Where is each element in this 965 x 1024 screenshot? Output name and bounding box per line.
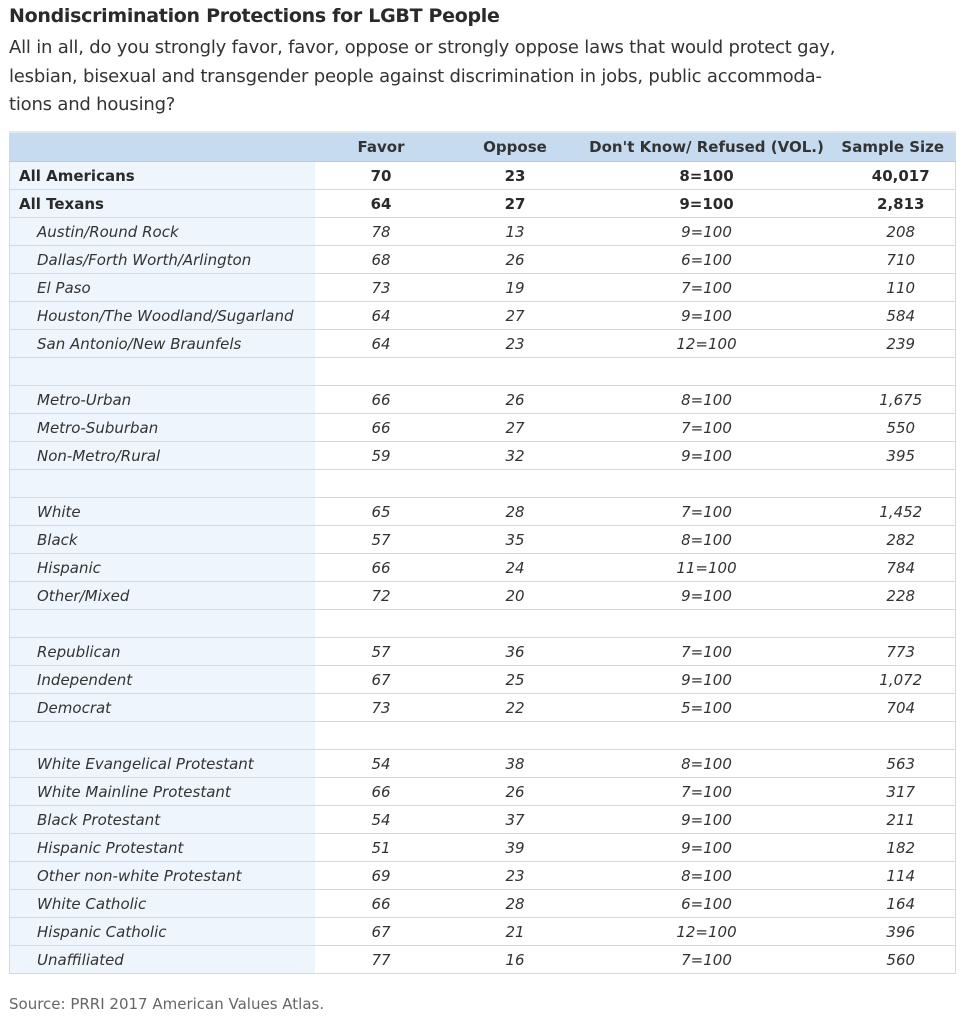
table-row	[10, 582, 956, 610]
results-table	[9, 131, 956, 974]
favor-value: 78	[315, 218, 448, 246]
oppose-value	[448, 358, 583, 386]
dont-know-value: 7=100	[583, 498, 831, 526]
dont-know-value	[583, 358, 831, 386]
table-row	[10, 806, 956, 834]
dont-know-value: 9=100	[583, 806, 831, 834]
header-sample-size: Sample Size	[831, 132, 956, 162]
favor-value	[315, 610, 448, 638]
oppose-value: 23	[448, 162, 583, 190]
dont-know-value: 6=100	[583, 246, 831, 274]
oppose-value: 25	[448, 666, 583, 694]
oppose-value: 24	[448, 554, 583, 582]
table-row	[10, 386, 956, 414]
sample-size-value: 40,017	[831, 162, 956, 190]
row-label	[10, 470, 315, 498]
oppose-value: 27	[448, 414, 583, 442]
oppose-value: 26	[448, 778, 583, 806]
sample-size-value: 1,452	[831, 498, 956, 526]
favor-value: 66	[315, 778, 448, 806]
dont-know-value: 8=100	[583, 750, 831, 778]
row-label: Hispanic Catholic	[10, 918, 315, 946]
oppose-value: 36	[448, 638, 583, 666]
row-label: Austin/Round Rock	[10, 218, 315, 246]
favor-value: 51	[315, 834, 448, 862]
table-row	[10, 890, 956, 918]
spacer-row	[10, 610, 956, 638]
oppose-value: 28	[448, 890, 583, 918]
oppose-value: 23	[448, 330, 583, 358]
sample-size-value: 550	[831, 414, 956, 442]
header-group	[10, 132, 315, 162]
question-line: All in all, do you strongly favor, favor, oppose or strongly oppose laws that would protect gay,	[9, 37, 836, 58]
oppose-value: 32	[448, 442, 583, 470]
dont-know-value	[583, 722, 831, 750]
favor-value: 73	[315, 274, 448, 302]
oppose-value: 26	[448, 386, 583, 414]
table-row	[10, 750, 956, 778]
row-label: Hispanic Protestant	[10, 834, 315, 862]
dont-know-value: 8=100	[583, 526, 831, 554]
dont-know-value: 9=100	[583, 190, 831, 218]
row-label	[10, 358, 315, 386]
oppose-value: 35	[448, 526, 583, 554]
dont-know-value: 8=100	[583, 386, 831, 414]
table-row	[10, 946, 956, 974]
row-label	[10, 610, 315, 638]
dont-know-value: 9=100	[583, 582, 831, 610]
favor-value: 66	[315, 890, 448, 918]
oppose-value: 27	[448, 190, 583, 218]
row-label: Metro-Urban	[10, 386, 315, 414]
oppose-value: 16	[448, 946, 583, 974]
sample-size-value: 584	[831, 302, 956, 330]
table-row	[10, 162, 956, 190]
dont-know-value: 11=100	[583, 554, 831, 582]
favor-value: 66	[315, 386, 448, 414]
favor-value	[315, 722, 448, 750]
favor-value: 54	[315, 750, 448, 778]
oppose-value: 26	[448, 246, 583, 274]
sample-size-value: 282	[831, 526, 956, 554]
favor-value: 64	[315, 190, 448, 218]
table-row	[10, 834, 956, 862]
sample-size-value	[831, 722, 956, 750]
favor-value: 54	[315, 806, 448, 834]
source-note: Source: PRRI 2017 American Values Atlas.	[9, 995, 325, 1013]
favor-value: 67	[315, 918, 448, 946]
row-label: Black	[10, 526, 315, 554]
table-row	[10, 638, 956, 666]
row-label: Other/Mixed	[10, 582, 315, 610]
sample-size-value: 211	[831, 806, 956, 834]
spacer-row	[10, 470, 956, 498]
oppose-value: 22	[448, 694, 583, 722]
oppose-value	[448, 610, 583, 638]
table-row	[10, 918, 956, 946]
oppose-value: 21	[448, 918, 583, 946]
sample-size-value: 560	[831, 946, 956, 974]
dont-know-value: 6=100	[583, 890, 831, 918]
sample-size-value: 2,813	[831, 190, 956, 218]
header-oppose: Oppose	[448, 132, 583, 162]
question-line: tions and housing?	[9, 94, 176, 115]
table-row	[10, 274, 956, 302]
dont-know-value: 9=100	[583, 666, 831, 694]
sample-size-value: 317	[831, 778, 956, 806]
oppose-value: 13	[448, 218, 583, 246]
table-row	[10, 778, 956, 806]
favor-value: 77	[315, 946, 448, 974]
row-label: Non-Metro/Rural	[10, 442, 315, 470]
table-title: Nondiscrimination Protections for LGBT People	[9, 5, 500, 27]
dont-know-value	[583, 610, 831, 638]
row-label: White Mainline Protestant	[10, 778, 315, 806]
row-label: Dallas/Forth Worth/Arlington	[10, 246, 315, 274]
table-row	[10, 694, 956, 722]
favor-value: 70	[315, 162, 448, 190]
sample-size-value: 784	[831, 554, 956, 582]
dont-know-value: 7=100	[583, 778, 831, 806]
dont-know-value: 12=100	[583, 330, 831, 358]
oppose-value	[448, 470, 583, 498]
favor-value: 66	[315, 414, 448, 442]
oppose-value	[448, 722, 583, 750]
row-label: White Catholic	[10, 890, 315, 918]
header-favor: Favor	[315, 132, 448, 162]
oppose-value: 23	[448, 862, 583, 890]
dont-know-value: 8=100	[583, 862, 831, 890]
sample-size-value: 114	[831, 862, 956, 890]
header-dont-know: Don't Know/ Refused (VOL.)	[583, 132, 831, 162]
sample-size-value: 563	[831, 750, 956, 778]
sample-size-value: 182	[831, 834, 956, 862]
row-label: El Paso	[10, 274, 315, 302]
row-label: All Americans	[10, 162, 315, 190]
sample-size-value: 1,072	[831, 666, 956, 694]
row-label: Hispanic	[10, 554, 315, 582]
table-row	[10, 526, 956, 554]
table-row	[10, 498, 956, 526]
dont-know-value: 8=100	[583, 162, 831, 190]
header-row	[10, 132, 956, 162]
spacer-row	[10, 358, 956, 386]
sample-size-value: 239	[831, 330, 956, 358]
sample-size-value: 395	[831, 442, 956, 470]
row-label: San Antonio/New Braunfels	[10, 330, 315, 358]
dont-know-value: 9=100	[583, 302, 831, 330]
sample-size-value	[831, 358, 956, 386]
table-row	[10, 330, 956, 358]
table-row	[10, 666, 956, 694]
oppose-value: 38	[448, 750, 583, 778]
favor-value: 59	[315, 442, 448, 470]
dont-know-value: 7=100	[583, 946, 831, 974]
favor-value: 57	[315, 526, 448, 554]
dont-know-value: 5=100	[583, 694, 831, 722]
table-body	[10, 162, 956, 974]
table-row	[10, 190, 956, 218]
spacer-row	[10, 722, 956, 750]
dont-know-value: 9=100	[583, 218, 831, 246]
favor-value	[315, 358, 448, 386]
row-label: All Texans	[10, 190, 315, 218]
dont-know-value: 7=100	[583, 414, 831, 442]
favor-value: 64	[315, 330, 448, 358]
sample-size-value	[831, 470, 956, 498]
oppose-value: 37	[448, 806, 583, 834]
question-line: lesbian, bisexual and transgender people against discrimination in jobs, public accommoda-	[9, 65, 822, 87]
dont-know-value: 7=100	[583, 638, 831, 666]
favor-value: 73	[315, 694, 448, 722]
table-row	[10, 554, 956, 582]
favor-value	[315, 470, 448, 498]
favor-value: 67	[315, 666, 448, 694]
oppose-value: 19	[448, 274, 583, 302]
row-label: White Evangelical Protestant	[10, 750, 315, 778]
dont-know-value: 9=100	[583, 834, 831, 862]
survey-question	[9, 34, 959, 120]
favor-value: 65	[315, 498, 448, 526]
table-row	[10, 218, 956, 246]
oppose-value: 39	[448, 834, 583, 862]
row-label: Unaffiliated	[10, 946, 315, 974]
row-label: Republican	[10, 638, 315, 666]
row-label: Houston/The Woodland/Sugarland	[10, 302, 315, 330]
row-label	[10, 722, 315, 750]
sample-size-value	[831, 610, 956, 638]
dont-know-value: 12=100	[583, 918, 831, 946]
table-row	[10, 414, 956, 442]
favor-value: 72	[315, 582, 448, 610]
dont-know-value: 9=100	[583, 442, 831, 470]
favor-value: 57	[315, 638, 448, 666]
row-label: Independent	[10, 666, 315, 694]
sample-size-value: 228	[831, 582, 956, 610]
sample-size-value: 773	[831, 638, 956, 666]
sample-size-value: 710	[831, 246, 956, 274]
favor-value: 66	[315, 554, 448, 582]
favor-value: 64	[315, 302, 448, 330]
table-row	[10, 442, 956, 470]
dont-know-value: 7=100	[583, 274, 831, 302]
dont-know-value	[583, 470, 831, 498]
sample-size-value: 208	[831, 218, 956, 246]
sample-size-value: 396	[831, 918, 956, 946]
oppose-value: 27	[448, 302, 583, 330]
oppose-value: 20	[448, 582, 583, 610]
sample-size-value: 164	[831, 890, 956, 918]
table-row	[10, 862, 956, 890]
row-label: Democrat	[10, 694, 315, 722]
table-row	[10, 246, 956, 274]
row-label: Metro-Suburban	[10, 414, 315, 442]
favor-value: 69	[315, 862, 448, 890]
row-label: Black Protestant	[10, 806, 315, 834]
row-label: White	[10, 498, 315, 526]
row-label: Other non-white Protestant	[10, 862, 315, 890]
oppose-value: 28	[448, 498, 583, 526]
sample-size-value: 110	[831, 274, 956, 302]
favor-value: 68	[315, 246, 448, 274]
sample-size-value: 704	[831, 694, 956, 722]
table-row	[10, 302, 956, 330]
sample-size-value: 1,675	[831, 386, 956, 414]
